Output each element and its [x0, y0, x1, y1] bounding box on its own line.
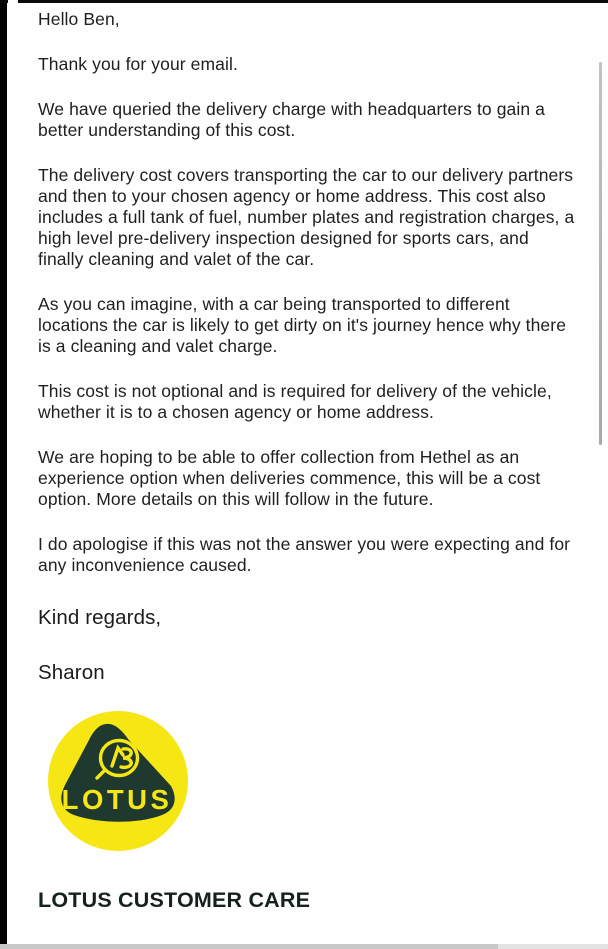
email-greeting: Hello Ben, — [38, 9, 120, 29]
logo-wordmark: LOTUS — [61, 784, 173, 815]
email-paragraph: We are hoping to be able to offer collection from Hethel as an experience option when deliveries commence, this will be a cost option. More details on this will follow in the future. — [38, 447, 541, 509]
email-closing: Kind regards, — [38, 606, 162, 629]
email-paragraph: I do apologise if this was not the answer you were expecting and for any inconvenience caused. — [38, 534, 571, 575]
lotus-roundel-icon — [46, 711, 190, 851]
screen-edge-top-notch — [8, 0, 18, 3]
email-paragraph: As you can imagine, with a car being transported to different locations the car is likely to get dirty on it's journey hence why there is a cleaning and valet charge. — [38, 294, 567, 356]
screen-edge-left — [0, 0, 7, 949]
email-paragraph: Thank you for your email. — [38, 54, 238, 74]
email-paragraph: We have queried the delivery charge with headquarters to gain a better understanding of this cost. — [38, 99, 545, 140]
lotus-logo — [46, 711, 190, 851]
signature-name: Sharon — [38, 661, 105, 684]
vertical-scrollbar-thumb[interactable] — [599, 62, 602, 445]
screen-edge-bottom-right — [498, 944, 608, 949]
screen-edge-top — [0, 0, 608, 3]
email-paragraph: The delivery cost covers transporting the car to our delivery partners and then to your chosen agency or home address. This cost also includes a full tank of fuel, number plates and registration charges, a high level pre-delivery inspection designed for sports cars, and finally cleaning and valet of the car. — [38, 165, 575, 269]
email-footer-brand: LOTUS CUSTOMER CARE — [38, 888, 311, 912]
email-body — [38, 9, 575, 911]
email-paragraph: This cost is not optional and is required for delivery of the vehicle, whether it is to a chosen agency or home address. — [38, 381, 552, 422]
